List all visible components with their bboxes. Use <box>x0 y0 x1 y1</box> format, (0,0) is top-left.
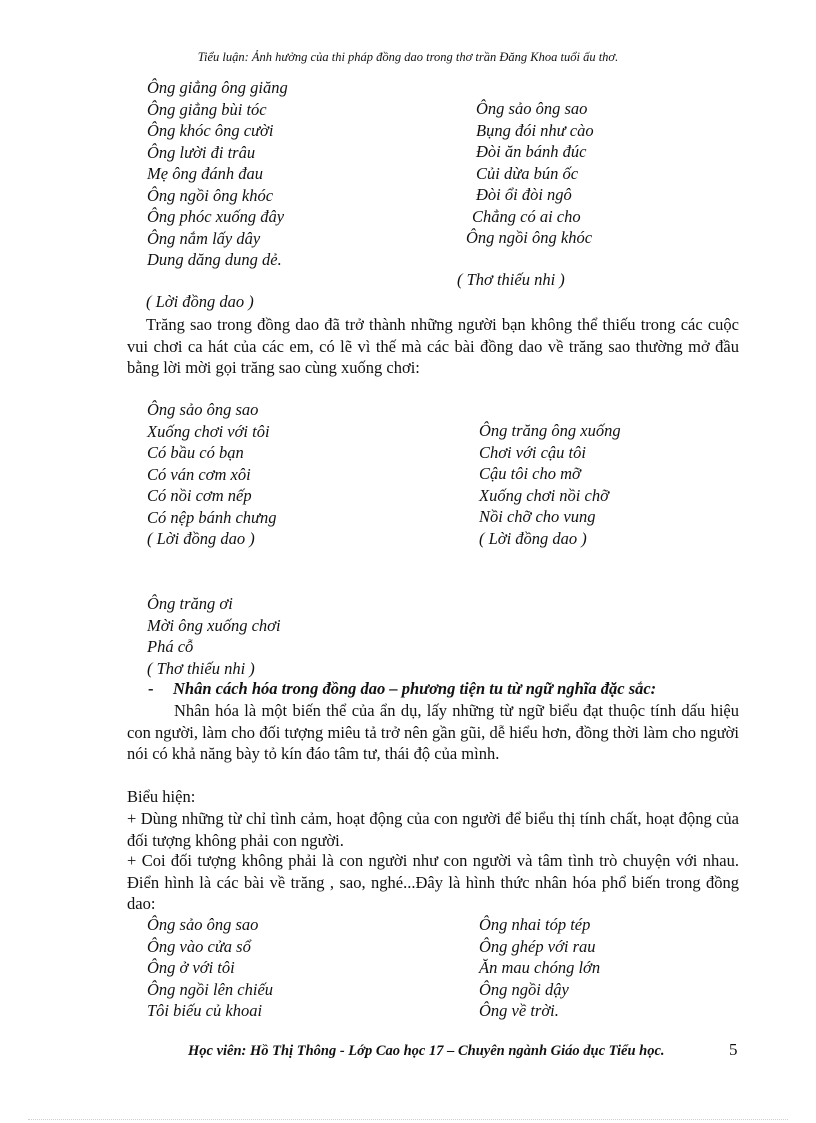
poem-line: Tôi biếu củ khoai <box>147 1001 263 1020</box>
poem-line: Ông ghép với rau <box>479 936 596 956</box>
poem-line: Ông sảo ông sao <box>147 400 259 419</box>
poem-line: Ông trăng ơi <box>147 594 233 613</box>
poem-3 <box>147 593 281 679</box>
poem-line: Có bầu có bạn <box>147 443 244 462</box>
poem-line: Dung dăng dung dẻ. <box>147 250 282 269</box>
poem-line: ( Thơ thiếu nhi ) <box>147 658 255 678</box>
poem-line: ( Lời đồng dao ) <box>479 528 587 548</box>
page-header: Tiểu luận: Ảnh hưởng của thi pháp đồng dao trong thơ trần Đăng Khoa tuổi ấu thơ. <box>197 50 619 64</box>
poem-1-left <box>147 77 288 271</box>
list-item-1: + Dùng những từ chỉ tình cảm, hoạt động của con người để biểu thị tính chất, hoạt động của đối tượng không phải con người. <box>127 809 739 850</box>
poem-line: Xuống chơi với tôi <box>147 421 270 441</box>
poem-line: Ông ngồi ông khóc <box>466 228 593 247</box>
poem-line: Ông khóc ông cười <box>147 121 274 140</box>
poem-line: Ông ngồi ông khóc <box>147 185 274 205</box>
poem-line: Đòi ổi đòi ngô <box>476 185 572 204</box>
list-item-2: + Coi đối tượng không phải là con người như con người và tâm tình trò chuyện với nhau. Điển hình là các bài về trăng , sao, nghé...Đây là hình thức nhân hóa phổ biến trong đồng dao: <box>127 851 739 913</box>
poem-line: Ông vào cửa sổ <box>147 936 251 956</box>
poem-line: Cậu tôi cho mỡ <box>479 464 581 483</box>
poem-line: Ông sảo ông sao <box>147 915 259 934</box>
page-bottom-divider <box>28 1119 788 1120</box>
poem-line: Nồi chỡ cho vung <box>479 507 596 526</box>
paragraph-1: Trăng sao trong đồng dao đã trở thành những người bạn không thể thiếu trong các cuộc vui chơi ca hát của các em, có lẽ vì thế mà các bài đồng dao về trăng sao thường mở đầu bằng lời mời gọi trăng sao cùng xuống chơi: <box>127 315 739 377</box>
poem-line: Xuống chơi nồi chỡ <box>479 485 609 505</box>
bieu-hien-label: Biểu hiện: <box>127 787 196 806</box>
paragraph-2: Nhân hóa là một biến thể của ẩn dụ, lấy những từ ngữ biểu đạt thuộc tính dấu hiệu con người, làm cho đối tượng miêu tả trở nên gần gũi, dễ hiểu hơn, đồng thời làm cho người nói có khả năng bày tỏ kín đáo tâm tư, thái độ của mình. <box>127 701 739 763</box>
poem-line: Chơi với cậu tôi <box>479 442 586 462</box>
poem-line: Mẹ ông đánh đau <box>147 164 263 183</box>
poem-line: Ông giẳng bùi tóc <box>147 99 267 119</box>
page-footer: Học viên: Hồ Thị Thông - Lớp Cao học 17 – Chuyên ngành Giáo dục Tiểu học. <box>188 1043 665 1059</box>
poem-line: Ông ngồi lên chiếu <box>147 979 274 999</box>
section-heading: Nhân cách hóa trong đồng dao – phương tiện tu từ ngữ nghĩa đặc sắc: <box>173 679 657 698</box>
poem-line: Mời ông xuống chơi <box>147 615 281 635</box>
poem-4-right <box>479 914 600 1022</box>
poem-line: Ông về trời. <box>479 1001 559 1020</box>
poem-line: Ông nắm lấy dây <box>147 228 261 248</box>
poem-2-left <box>147 399 277 550</box>
poem-line: Ông lười đi trâu <box>147 142 256 162</box>
poem-line: Ông giẳng ông giăng <box>147 78 288 97</box>
poem-line: Ăn mau chóng lớn <box>479 958 601 977</box>
poem-line: Chẳng có ai cho <box>472 206 581 226</box>
poem-1-right-source: ( Thơ thiếu nhi ) <box>457 270 565 289</box>
poem-line: Có nồi cơm nếp <box>147 486 252 505</box>
poem-line: Ông ngồi dậy <box>479 979 569 999</box>
poem-line: Ông phóc xuống đây <box>147 207 285 226</box>
poem-line: Đòi ăn bánh đúc <box>476 142 587 161</box>
poem-line: Có nệp bánh chưng <box>147 507 277 527</box>
poem-2-right <box>479 420 621 549</box>
poem-line: Củi dừa bún ốc <box>476 163 579 183</box>
section-heading-dash: - <box>148 679 154 698</box>
poem-line: ( Lời đồng dao ) <box>147 529 255 548</box>
poem-1-right <box>466 98 594 249</box>
poem-line: Ông trăng ông xuống <box>479 421 621 440</box>
poem-line: Ông sảo ông sao <box>476 99 588 118</box>
poem-4-left <box>147 914 273 1022</box>
poem-1-left-source: ( Lời đồng dao ) <box>146 292 254 311</box>
poem-line: Có ván cơm xôi <box>147 464 251 484</box>
poem-line: Bụng đói như cào <box>476 120 594 140</box>
poem-line: Phá cỗ <box>147 637 194 656</box>
poem-line: Ông ở với tôi <box>147 958 235 977</box>
poem-line: Ông nhai tóp tép <box>479 915 591 934</box>
page-number: 5 <box>729 1040 738 1059</box>
